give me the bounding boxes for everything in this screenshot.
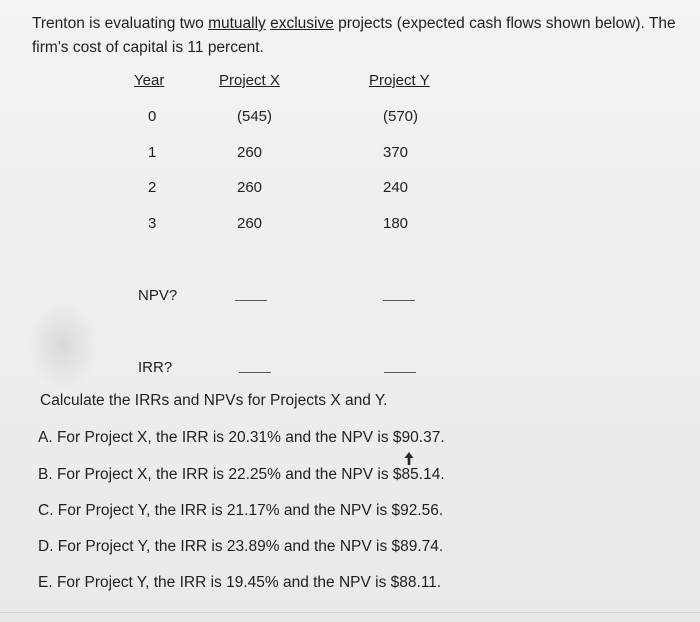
header-year: Year (134, 72, 165, 89)
problem-statement (32, 12, 692, 60)
npv-y-blank (383, 300, 415, 301)
cell-y-1: 370 (383, 144, 409, 161)
photo-shadow (28, 300, 98, 390)
option-c[interactable]: C. For Project Y, the IRR is 21.17% and the NPV is $92.56. (38, 502, 444, 519)
npv-label: NPV? (138, 287, 178, 304)
irr-x-blank (239, 372, 271, 373)
option-e[interactable]: E. For Project Y, the IRR is 19.45% and the NPV is $88.11. (38, 574, 442, 591)
intro-text-2: projects (expected cash flows shown below). The firm's cost of capital is 11 percent. (32, 15, 676, 56)
header-project-x: Project X (219, 72, 280, 89)
cell-x-2: 260 (237, 179, 263, 196)
intro-underlined-mutually: mutually (208, 15, 266, 32)
intro-text-1: Trenton is evaluating two (32, 15, 209, 32)
irr-y-blank (384, 372, 416, 373)
bottom-divider (0, 612, 700, 613)
question-text: Calculate the IRRs and NPVs for Projects X and Y. (40, 392, 388, 409)
npv-x-blank (235, 300, 267, 301)
cell-year-3: 3 (148, 215, 157, 232)
option-b[interactable]: B. For Project X, the IRR is 22.25% and the NPV is $85.14. (38, 466, 445, 483)
intro-underlined-exclusive: exclusive (270, 15, 334, 32)
option-d[interactable]: D. For Project Y, the IRR is 23.89% and the NPV is $89.74. (38, 538, 444, 555)
cell-y-0: (570) (383, 108, 419, 125)
cell-x-1: 260 (237, 144, 263, 161)
cell-year-0: 0 (148, 108, 157, 125)
cell-x-3: 260 (237, 215, 263, 232)
irr-label: IRR? (138, 359, 173, 376)
cell-year-2: 2 (148, 179, 157, 196)
option-a[interactable]: A. For Project X, the IRR is 20.31% and the NPV is $90.37. (38, 429, 445, 446)
cell-y-2: 240 (383, 179, 409, 196)
mouse-cursor-icon (404, 452, 414, 466)
cell-y-3: 180 (383, 215, 409, 232)
cell-x-0: (545) (237, 108, 273, 125)
header-project-y: Project Y (369, 72, 430, 89)
cell-year-1: 1 (148, 144, 157, 161)
